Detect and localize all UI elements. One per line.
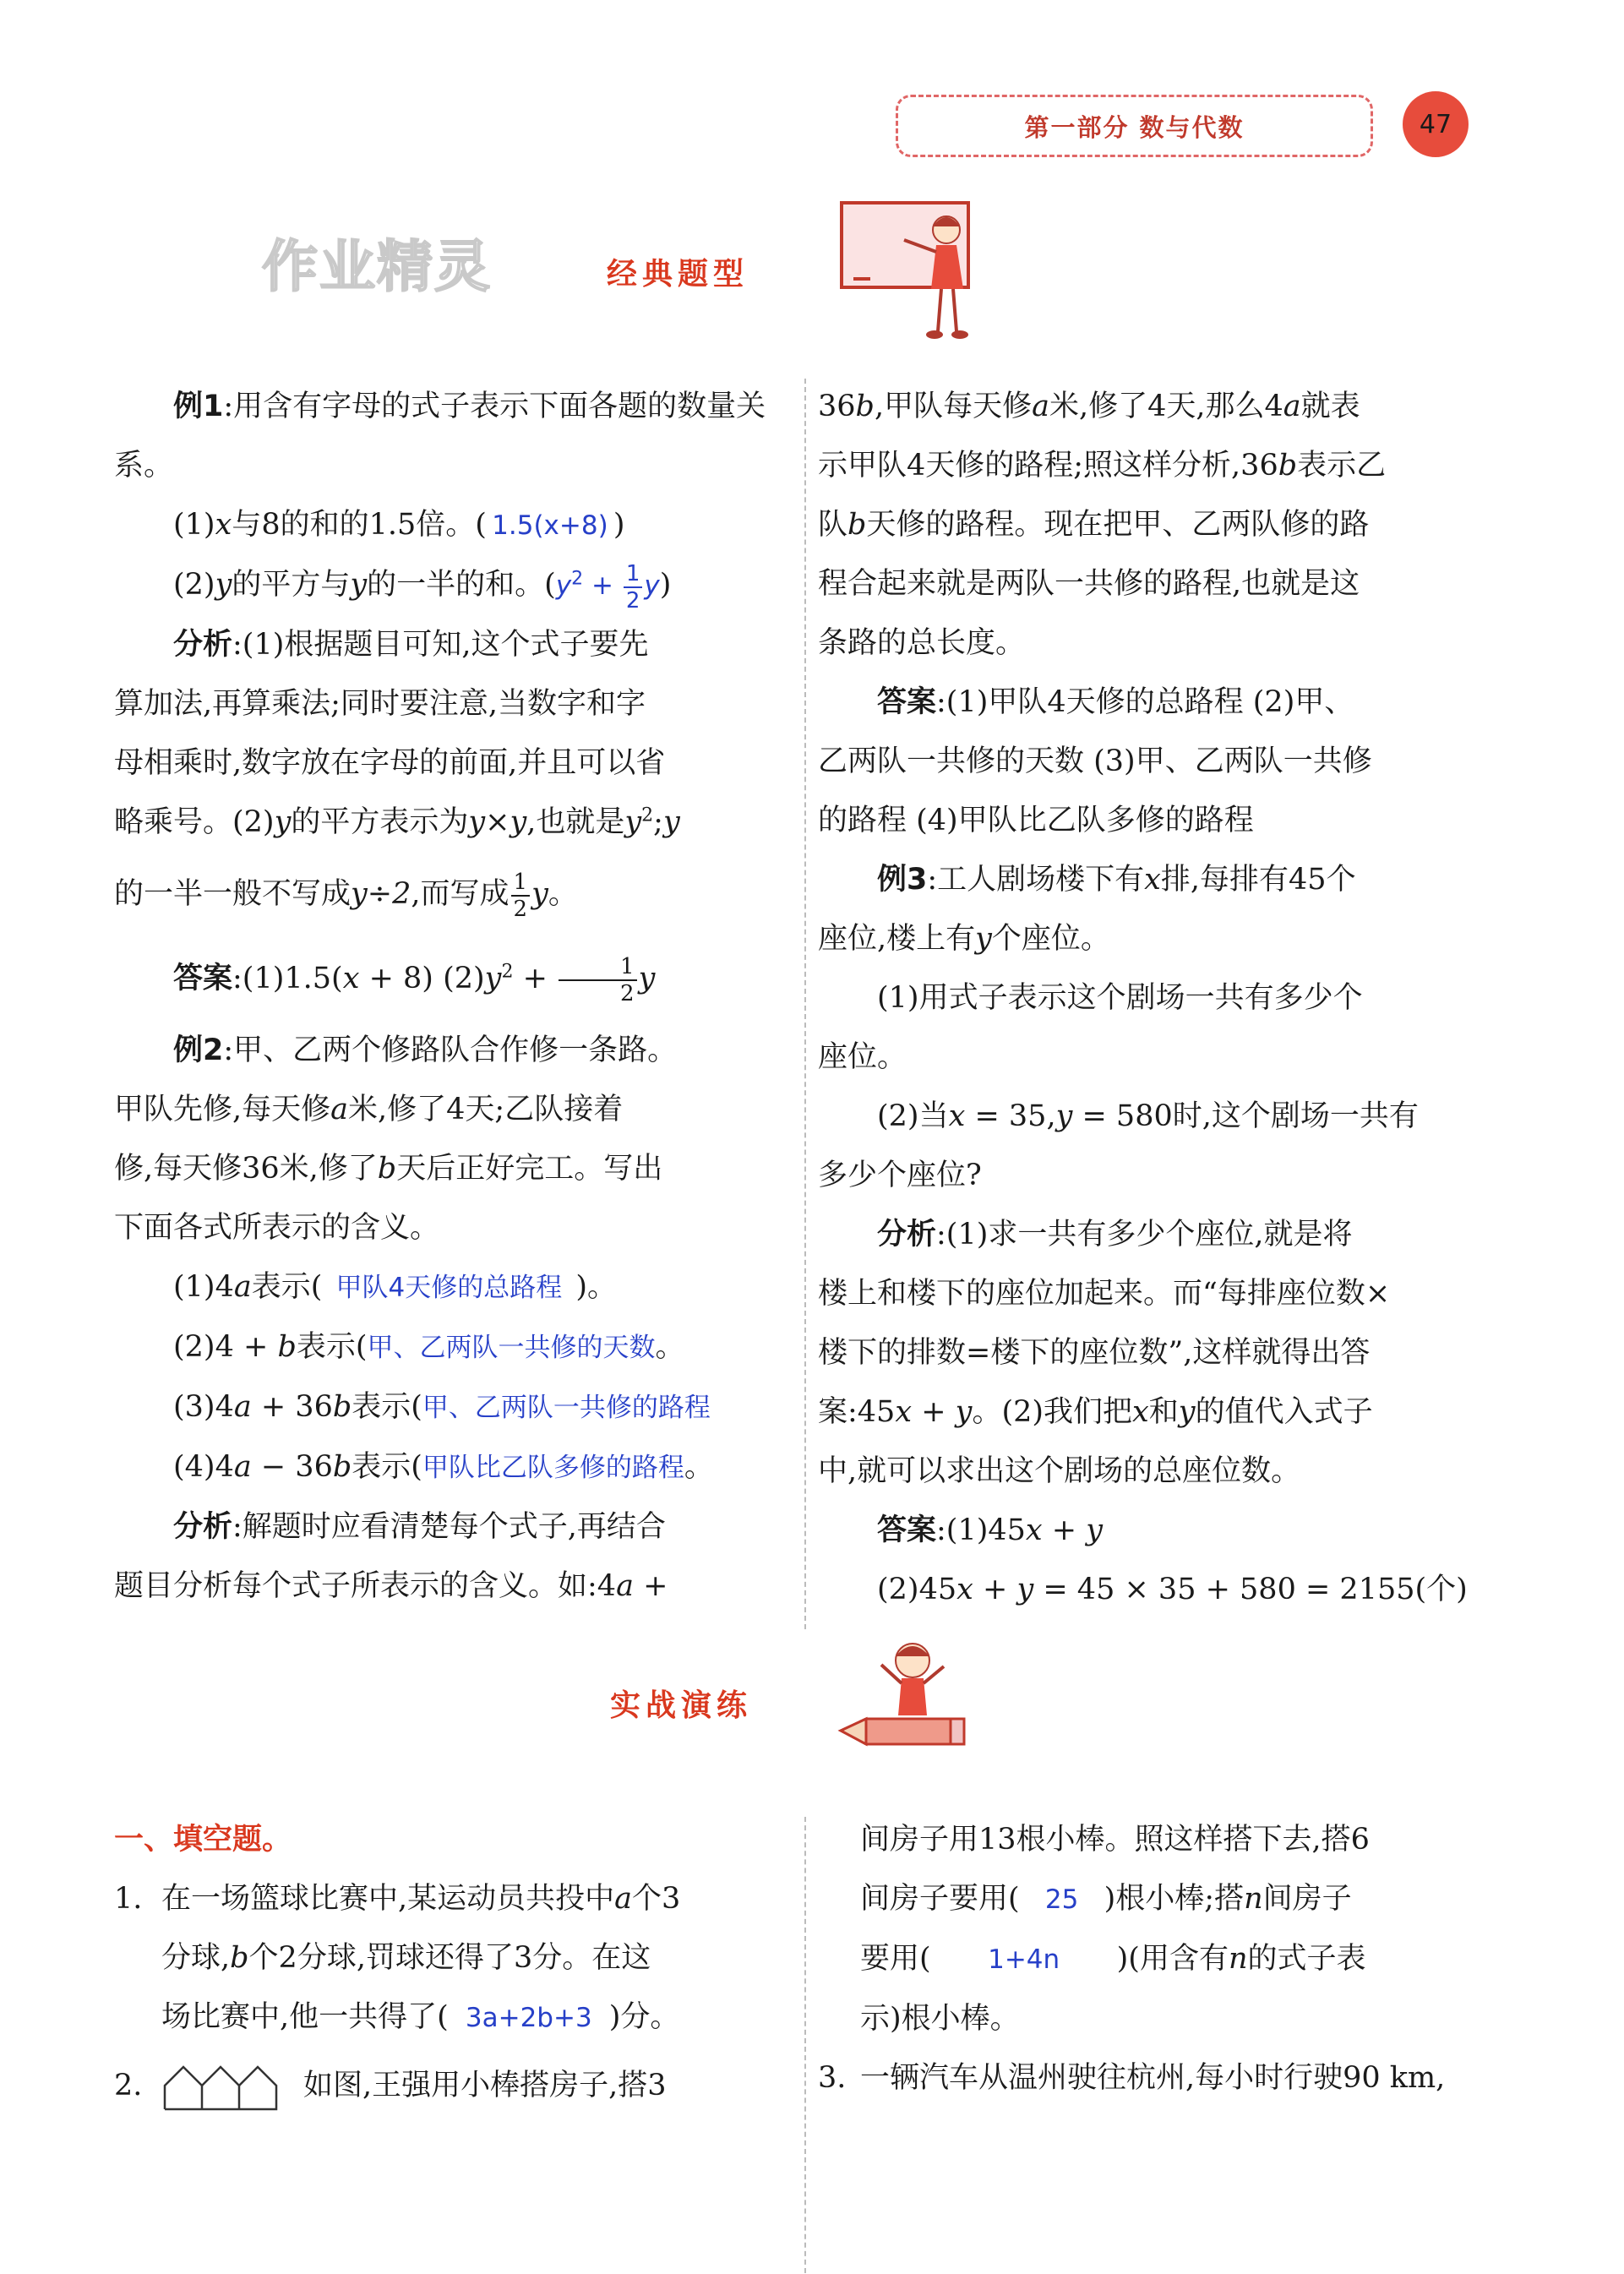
t: y <box>555 570 572 601</box>
t: 36 <box>818 390 856 423</box>
t: 略乘号。(2) <box>114 805 275 839</box>
t: 。 <box>548 877 578 911</box>
t: 队 <box>818 508 848 542</box>
t: 天后正好完工。写出 <box>396 1152 663 1186</box>
example3-label: 例3 <box>877 863 928 897</box>
example2-q2 <box>114 1317 782 1377</box>
t: 1 <box>511 870 531 897</box>
t: :(1)求一共有多少个座位,就是将 <box>936 1218 1353 1252</box>
t: 的路程 (4)甲队比乙队多修的路程 <box>818 804 1254 837</box>
watermark: 作业精灵 <box>262 234 492 299</box>
t: + <box>591 570 614 601</box>
t: a <box>233 1390 252 1424</box>
practice-heading: 一、填空题。 <box>114 1823 292 1857</box>
t <box>114 852 782 936</box>
t: y <box>955 1395 973 1429</box>
t: y <box>662 805 680 839</box>
practice-q1-answer: 3a+2b+3 <box>465 2003 592 2033</box>
t: + <box>973 1573 1017 1606</box>
t: 间房子要用( <box>860 1882 1020 1916</box>
example2-answer <box>818 673 1494 732</box>
t: 的平方与 <box>232 568 351 602</box>
t: y <box>215 568 232 602</box>
t: :(1)根据题目可知,这个式子要先 <box>232 628 649 662</box>
t: 母相乘时,数字放在字母的前面,并且可以省 <box>114 746 666 780</box>
t: (1) <box>173 508 215 542</box>
t: 2 <box>571 568 584 590</box>
t: a <box>616 1569 634 1603</box>
teacher-illustration <box>837 196 989 348</box>
t: 表示( <box>352 1450 422 1484</box>
t: 程合起来就是两队一共修的路程,也就是这 <box>818 567 1360 601</box>
example2-q2-answer: 甲、乙两队一共修的天数 <box>367 1333 656 1363</box>
practice-q2 <box>114 2056 790 2115</box>
example1-q2 <box>114 555 782 615</box>
example3-answer-2 <box>818 1560 1494 1619</box>
t: − 36 <box>251 1450 333 1484</box>
t: 座位。 <box>818 1040 907 1074</box>
t: :(1)甲队4天修的总路程 (2)甲、 <box>936 685 1354 719</box>
practice-right <box>818 1810 1494 2108</box>
t: 和 <box>1148 1395 1179 1429</box>
t: n <box>1228 1942 1248 1976</box>
t: 表示( <box>251 1270 323 1304</box>
t: 的一半一般不写成 <box>114 877 352 911</box>
example3-q2 <box>818 1087 1494 1146</box>
t: b <box>847 508 867 542</box>
section-title-classic: 经典题型 <box>607 257 749 292</box>
section-header <box>896 95 1373 157</box>
t: 的平方表示为 <box>291 805 469 839</box>
t: a <box>1032 390 1049 423</box>
t: )(用含有 <box>1116 1942 1229 1976</box>
t: 一辆汽车从温州驶往杭州,每小时行驶90 km, <box>860 2061 1446 2095</box>
t: b <box>332 1390 352 1424</box>
t <box>818 495 1494 554</box>
t: (4)4 <box>173 1450 234 1484</box>
example2-q4 <box>114 1437 782 1497</box>
t: y÷2 <box>351 877 411 911</box>
t: ,也就是 <box>526 805 625 839</box>
answer-label: 答案 <box>877 685 937 719</box>
t: ; <box>653 805 663 839</box>
t: 。 <box>684 1450 714 1484</box>
kid-on-pencil-illustration <box>832 1631 976 1766</box>
house-sticks-figure <box>161 2062 288 2113</box>
t: (2)45 <box>877 1573 957 1606</box>
t: 2 <box>641 804 654 826</box>
t: 条路的总长度。 <box>818 626 1026 660</box>
t: n <box>1244 1882 1263 1916</box>
column-divider-bottom <box>804 1817 806 2273</box>
practice-q3 <box>818 2048 1494 2108</box>
t: 2 <box>625 587 640 613</box>
t: 如图,王强用小棒搭房子,搭3 <box>303 2069 667 2102</box>
t: )。 <box>575 1270 618 1304</box>
t: 案:45 <box>818 1395 896 1429</box>
t <box>161 1928 790 1988</box>
t: + <box>1042 1513 1087 1547</box>
t: + 8) (2) <box>359 962 485 995</box>
question-number: 1. <box>114 1882 143 1916</box>
t: y <box>484 962 502 995</box>
t: y <box>531 877 548 911</box>
t: = 580时,这个剧场一共有 <box>1072 1099 1419 1133</box>
t: b <box>277 1330 297 1364</box>
t: 1 <box>559 954 637 981</box>
example3-q1: (1)用式子表示这个剧场一共有多少个 <box>877 981 1363 1015</box>
t: (1)4 <box>173 1270 234 1304</box>
page-number <box>1403 91 1469 157</box>
t: x <box>948 1099 966 1133</box>
analysis-label: 分析 <box>877 1218 937 1252</box>
t: 表示( <box>296 1330 368 1364</box>
example1-q1-answer: 1.5(x+8) <box>492 510 608 541</box>
t: y <box>1178 1395 1196 1429</box>
section-header-text: 第一部分 数与代数 <box>1024 112 1245 142</box>
t: 楼上和楼下的座位加起来。而“每排座位数× <box>818 1277 1391 1311</box>
t: + <box>513 962 558 995</box>
question-number: 2. <box>114 2069 143 2102</box>
t: y <box>1086 1513 1104 1547</box>
t: 天修的路程。现在把甲、乙两队修的路 <box>866 508 1370 542</box>
example2-q4-answer: 甲队比乙队多修的路程 <box>422 1453 684 1483</box>
t <box>114 1139 782 1198</box>
t: x <box>1025 1513 1043 1547</box>
t: y <box>274 805 292 839</box>
analysis-label: 分析 <box>173 628 233 662</box>
t: 。 <box>655 1330 685 1364</box>
t: = 35, <box>965 1099 1056 1133</box>
t <box>818 909 1494 968</box>
t: x <box>1132 1395 1149 1429</box>
t: y <box>638 962 656 995</box>
t: y <box>350 568 368 602</box>
t: y <box>644 570 660 601</box>
t: b <box>855 390 875 423</box>
t: (2)4 + <box>173 1330 278 1364</box>
example2-label: 例2 <box>173 1033 224 1067</box>
t <box>818 1869 1494 1929</box>
column-divider <box>804 379 806 1629</box>
t: 示甲队4天修的路程;照这样分析,36 <box>818 449 1278 483</box>
example2-analysis <box>114 1497 782 1557</box>
t: a <box>233 1450 252 1484</box>
t: 场比赛中,他一共得了( <box>161 2000 449 2034</box>
t: )分。 <box>608 2000 680 2034</box>
example2-q3 <box>114 1377 782 1437</box>
t: y <box>624 805 642 839</box>
t: ) <box>659 568 672 602</box>
t: ,甲队每天修 <box>874 390 1033 423</box>
question-number: 3. <box>818 2061 847 2095</box>
t: x <box>956 1573 973 1606</box>
t: :(1)1.5( <box>232 962 343 995</box>
t: 1 <box>624 561 643 588</box>
t: )根小棒;搭 <box>1104 1882 1245 1916</box>
t: 个2分球,罚球还得了3分。在这 <box>248 1941 651 1975</box>
t: 排,每排有45个 <box>1160 863 1356 897</box>
t: (2) <box>173 568 215 602</box>
practice-left <box>114 1810 790 2115</box>
t: 与8的和的1.5倍。( <box>232 508 487 542</box>
t: 多少个座位? <box>818 1159 982 1192</box>
t: 中,就可以求出这个剧场的总座位数。 <box>818 1454 1301 1488</box>
t: + <box>912 1395 956 1429</box>
t <box>818 436 1494 495</box>
answer-label: 答案 <box>173 962 233 995</box>
t: 楼下的排数=楼下的座位数”,这样就得出答 <box>818 1336 1371 1370</box>
t: (2)当 <box>877 1099 949 1133</box>
practice-q1 <box>114 1869 790 2048</box>
t: 修,每天修36米,修了 <box>114 1152 378 1186</box>
t: 间房子 <box>1262 1882 1352 1916</box>
t: a <box>1283 390 1301 423</box>
example2-q3-answer: 甲、乙两队一共修的路程 <box>422 1393 711 1423</box>
t <box>818 377 1494 436</box>
t: 下面各式所表示的含义。 <box>114 1211 440 1245</box>
t: y <box>975 922 992 956</box>
t: 米,修了4天,那么4 <box>1049 390 1283 423</box>
t: y <box>1016 1573 1034 1606</box>
practice-q2-answer-2: 1+4n <box>988 1944 1060 1975</box>
t: b <box>377 1152 397 1186</box>
t: x <box>215 508 232 542</box>
t: = 45 × 35 + 580 = 2155(个) <box>1033 1573 1468 1606</box>
example1-text: :用含有字母的式子表示下面各题的数量关系。 <box>114 390 766 483</box>
t: 2 <box>620 980 635 1006</box>
section-title-practice: 实战演练 <box>610 1688 753 1723</box>
t <box>114 1080 782 1139</box>
t: x <box>895 1395 913 1429</box>
t: 在一场篮球比赛中,某运动员共投中 <box>161 1882 615 1916</box>
example3-analysis <box>818 1205 1494 1264</box>
t: 算加法,再算乘法;同时要注意,当数字和字 <box>114 687 646 721</box>
t: 乙两队一共修的天数 (3)甲、乙两队一共修 <box>818 744 1372 778</box>
t: 2 <box>513 896 528 922</box>
fraction <box>624 561 643 613</box>
fraction <box>559 954 637 1006</box>
page-number-text: 47 <box>1419 109 1452 139</box>
t: 就表 <box>1300 390 1360 423</box>
example1-analysis <box>114 615 782 674</box>
t: 表示乙 <box>1297 449 1387 483</box>
t: :甲、乙两个修路队合作修一条路。 <box>223 1033 678 1067</box>
t: 。(2)我们把 <box>972 1395 1133 1429</box>
example2-intro <box>114 1021 782 1080</box>
t: 甲队先修,每天修 <box>114 1093 331 1126</box>
t: y <box>1055 1099 1073 1133</box>
t: + <box>633 1569 668 1603</box>
t <box>161 1869 790 1928</box>
example2-q1 <box>114 1257 782 1317</box>
t: 的一半的和。( <box>367 568 556 602</box>
analysis-label: 分析 <box>173 1510 233 1544</box>
example1-intro <box>114 377 782 495</box>
t: x <box>342 962 360 995</box>
t: ,而写成 <box>411 877 510 911</box>
t: 表示( <box>352 1390 422 1424</box>
t: + 36 <box>251 1390 333 1424</box>
example1-answer <box>114 936 782 1021</box>
t: 个3 <box>632 1882 681 1916</box>
example2-q1-answer: 甲队4天修的总路程 <box>335 1273 563 1303</box>
example1-q2-answer <box>555 560 660 613</box>
fraction <box>511 870 531 922</box>
example3-answer <box>818 1501 1494 1560</box>
t <box>818 1929 1494 1989</box>
t: 分球, <box>161 1941 231 1975</box>
t: 2 <box>501 961 514 983</box>
t: 个座位。 <box>991 922 1110 956</box>
t: 的式子表 <box>1247 1942 1366 1976</box>
t <box>114 1557 782 1616</box>
t: 示)根小棒。 <box>860 2002 1020 2036</box>
t: ) <box>613 508 625 542</box>
t: 要用( <box>860 1942 931 1976</box>
example1-label: 例1 <box>173 390 224 423</box>
right-column <box>818 377 1494 1619</box>
t: :解题时应看清楚每个式子,再结合 <box>232 1510 666 1544</box>
t: 间房子用13根小棒。照这样搭下去,搭6 <box>860 1823 1370 1857</box>
t: :工人剧场楼下有 <box>927 863 1145 897</box>
t: 米,修了4天;乙队接着 <box>348 1093 624 1126</box>
t: y×y <box>468 805 527 839</box>
t: a <box>330 1093 349 1126</box>
left-column <box>114 377 782 1616</box>
t: 的值代入式子 <box>1195 1395 1373 1429</box>
example1-q1 <box>114 495 782 555</box>
t: b <box>1278 449 1298 483</box>
t <box>114 793 782 852</box>
answer-label: 答案 <box>877 1513 937 1547</box>
t: 题目分析每个式子所表示的含义。如:4 <box>114 1569 617 1603</box>
t <box>818 1382 1494 1442</box>
t: x <box>1144 863 1161 897</box>
t <box>161 2056 790 2115</box>
t: a <box>233 1270 252 1304</box>
t: b <box>332 1450 352 1484</box>
t: b <box>230 1941 249 1975</box>
t: 座位,楼上有 <box>818 922 976 956</box>
example3-intro <box>818 850 1494 909</box>
t: (3)4 <box>173 1390 234 1424</box>
practice-q2-answer-1: 25 <box>1044 1884 1079 1915</box>
t <box>161 1988 790 2048</box>
t: a <box>614 1882 633 1916</box>
t: :(1)45 <box>936 1513 1026 1547</box>
